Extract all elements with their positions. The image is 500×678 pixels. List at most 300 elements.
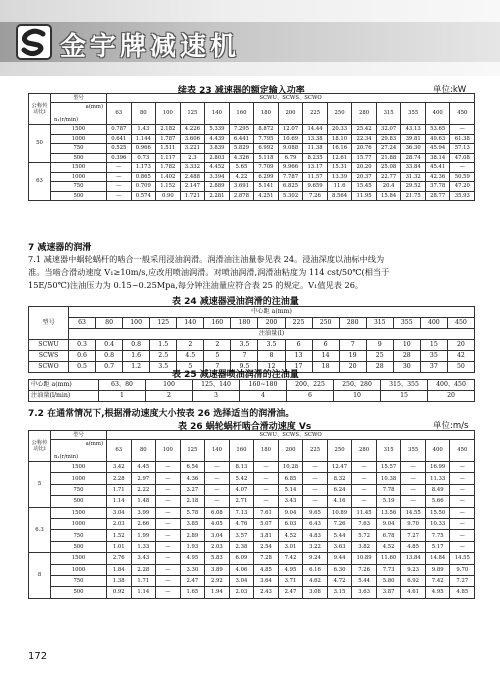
value-cell: 1.93: [180, 541, 205, 552]
diagonal-header: [51, 103, 107, 125]
value-cell: 0.865: [131, 172, 156, 182]
center-distance-header: 140: [205, 440, 230, 462]
value-cell: 47.20: [450, 182, 475, 192]
value-cell: 3.04: [107, 507, 132, 518]
value-cell: 2.03: [205, 541, 230, 552]
value-cell: 2.71: [229, 496, 254, 507]
value-cell: —: [156, 496, 181, 507]
value-cell: 4.226: [180, 125, 205, 135]
value-cell: 19: [339, 351, 366, 362]
value-cell: 12.47: [327, 462, 352, 473]
value-cell: —: [107, 182, 132, 192]
table-row: [29, 553, 475, 564]
value-cell: 3.27: [180, 484, 205, 495]
value-cell: —: [401, 484, 426, 495]
value-cell: 14.55: [401, 507, 426, 518]
speed-cell: 1000: [51, 134, 107, 144]
header-row: [29, 307, 475, 318]
value-cell: 3.5: [150, 362, 177, 373]
value-cell: 6.43: [303, 518, 328, 529]
value-cell: 42.36: [425, 172, 450, 182]
value-cell: 8.564: [327, 191, 352, 201]
value-cell: 0.525: [107, 144, 132, 154]
value-cell: 4.5: [177, 351, 204, 362]
value-cell: 0.8: [96, 351, 123, 362]
value-cell: 13.17: [303, 163, 328, 173]
value-cell: 4.95: [180, 553, 205, 564]
value-cell: 4.62: [303, 575, 328, 586]
center-distance-header: 100: [156, 103, 181, 125]
value-cell: 7.26: [303, 191, 328, 201]
value-cell: 1.43: [131, 125, 156, 135]
table-row: [29, 182, 475, 192]
value-cell: 9.04: [278, 507, 303, 518]
value-cell: 5: [177, 362, 204, 373]
value-cell: 7.73: [376, 564, 401, 575]
value-cell: 7.63: [352, 518, 377, 529]
value-cell: 0.396: [107, 153, 132, 163]
value-cell: —: [156, 518, 181, 529]
value-cell: 11.33: [425, 473, 450, 484]
center-distance-value: 225: [285, 318, 312, 329]
value-cell: —: [450, 496, 475, 507]
range-cell: 160~180: [240, 380, 287, 391]
range-cell: 200、225: [287, 380, 334, 391]
value-cell: 39.81: [401, 134, 426, 144]
brand-logo-icon: [16, 24, 52, 60]
value-cell: 1.38: [107, 575, 132, 586]
value-cell: 22.34: [352, 134, 377, 144]
value-cell: 9.65: [303, 507, 328, 518]
table26: [28, 430, 475, 599]
value-cell: 53.65: [425, 125, 450, 135]
value-cell: —: [254, 496, 279, 507]
center-distance-value: 100: [123, 318, 150, 329]
section7-paragraph: [28, 253, 478, 292]
value-cell: 17: [285, 362, 312, 373]
value-cell: 11.95: [352, 191, 377, 201]
table26-caption: 表 26 蜗轮蜗杆啮合滑动速度 Vs: [178, 422, 312, 432]
value-cell: 5.66: [425, 496, 450, 507]
center-distance-header: 180: [254, 103, 279, 125]
quantity-header: 注油量(l): [69, 329, 475, 340]
value-cell: —: [107, 172, 132, 182]
model-header: 型号: [51, 431, 107, 440]
model-header: 型号: [51, 94, 107, 103]
value-cell: —: [156, 575, 181, 586]
table-row: [29, 191, 475, 201]
center-distance-header: 中心距 a(mm): [29, 380, 99, 391]
value-cell: 6.16: [303, 564, 328, 575]
value-cell: 6.992: [254, 144, 279, 154]
value-cell: 38.14: [425, 153, 450, 163]
value-cell: 4.07: [229, 484, 254, 495]
value-cell: 13: [285, 351, 312, 362]
value-cell: 4.45: [131, 462, 156, 473]
center-distance-value: 125: [150, 318, 177, 329]
value-cell: —: [450, 473, 475, 484]
value-cell: 16.16: [327, 144, 352, 154]
value-cell: 6.03: [278, 518, 303, 529]
center-distance-header: 125: [180, 440, 205, 462]
value-cell: 4.85: [254, 564, 279, 575]
center-distance-header: 63: [107, 103, 132, 125]
ratio-cell: 6.3: [29, 507, 51, 553]
value-cell: 2.878: [229, 191, 254, 201]
table-row: [29, 507, 475, 518]
value-cell: 0.574: [131, 191, 156, 201]
value-cell: 20: [339, 362, 366, 373]
value-cell: 2.66: [131, 518, 156, 529]
value-cell: 10: [393, 340, 420, 351]
value-cell: 7.61: [254, 507, 279, 518]
table-row: [29, 473, 475, 484]
table-row: [29, 587, 475, 598]
value-cell: 4.85: [450, 587, 475, 598]
value-cell: 43.13: [401, 125, 426, 135]
ratio-header: 公称传动比i: [29, 94, 51, 125]
value-cell: 6.24: [327, 484, 352, 495]
diagonal-header: [51, 440, 107, 462]
value-cell: 6.30: [327, 564, 352, 575]
value-cell: 11.57: [303, 172, 328, 182]
value-cell: 1: [99, 391, 146, 402]
value-cell: 5.80: [376, 575, 401, 586]
value-cell: —: [450, 507, 475, 518]
value-cell: 8.32: [327, 473, 352, 484]
value-cell: 4.85: [401, 541, 426, 552]
value-cell: 2.43: [254, 587, 279, 598]
center-distance-header: 80: [131, 103, 156, 125]
value-cell: —: [401, 462, 426, 473]
value-cell: 11.38: [303, 144, 328, 154]
value-cell: 9.70: [450, 564, 475, 575]
value-cell: 6: [285, 340, 312, 351]
value-cell: 3.85: [180, 518, 205, 529]
value-cell: 1.173: [131, 163, 156, 173]
value-cell: 2.47: [278, 587, 303, 598]
value-cell: 1.2: [123, 362, 150, 373]
value-cell: 0.6: [69, 351, 96, 362]
value-cell: —: [401, 473, 426, 484]
value-cell: 20: [447, 340, 474, 351]
value-cell: 2.38: [229, 541, 254, 552]
value-cell: —: [450, 125, 475, 135]
value-cell: 27.24: [376, 144, 401, 154]
value-cell: 3.04: [205, 530, 230, 541]
value-cell: 10.33: [425, 518, 450, 529]
center-distance-value: 315: [366, 318, 393, 329]
value-cell: 0.709: [131, 182, 156, 192]
value-cell: 3.64: [254, 575, 279, 586]
value-cell: 4.06: [229, 564, 254, 575]
value-cell: 4.95: [278, 564, 303, 575]
value-cell: 1.01: [107, 541, 132, 552]
model-header: 型号: [29, 307, 69, 340]
value-cell: 2.28: [131, 564, 156, 575]
value-cell: 49.63: [425, 134, 450, 144]
value-cell: 2.488: [180, 172, 205, 182]
header-row: [29, 94, 475, 103]
value-cell: 1.5: [150, 340, 177, 351]
value-cell: 15.50: [425, 507, 450, 518]
value-cell: 6.54: [180, 462, 205, 473]
center-distance-header: 200: [278, 103, 303, 125]
page-header: [0, 0, 500, 80]
value-cell: 4: [240, 391, 287, 402]
n-label: n₁(r/min): [54, 453, 79, 460]
value-cell: —: [450, 484, 475, 495]
speed-cell: 1500: [51, 125, 107, 135]
value-cell: —: [303, 496, 328, 507]
ratio-header: 公称传动比i: [29, 431, 51, 462]
value-cell: 4.439: [205, 134, 230, 144]
value-cell: —: [303, 473, 328, 484]
value-cell: 3.43: [278, 496, 303, 507]
value-cell: 22.77: [376, 172, 401, 182]
model-cell: SCWS: [29, 351, 69, 362]
value-cell: 6.441: [229, 134, 254, 144]
value-cell: —: [156, 553, 181, 564]
value-cell: —: [401, 496, 426, 507]
value-cell: —: [156, 564, 181, 575]
range-cell: 250、280: [334, 380, 381, 391]
value-cell: 5.141: [254, 182, 279, 192]
value-cell: 25.42: [352, 125, 377, 135]
value-cell: —: [450, 518, 475, 529]
section72-text: 7.2 在通常情况下,根据滑动速度大小按表 26 选择适当的润滑油。: [28, 409, 295, 419]
table23: [28, 93, 475, 201]
value-cell: 5: [204, 351, 231, 362]
value-cell: 35: [420, 351, 447, 362]
value-cell: 7: [339, 340, 366, 351]
value-cell: 9.23: [401, 564, 426, 575]
value-cell: 2: [177, 340, 204, 351]
value-cell: 18.10: [327, 134, 352, 144]
speed-cell: 1000: [51, 564, 107, 575]
value-cell: 9.088: [278, 144, 303, 154]
value-cell: 4.61: [401, 587, 426, 598]
center-distance-value: 250: [312, 318, 339, 329]
value-cell: —: [303, 484, 328, 495]
value-cell: 15.77: [352, 153, 377, 163]
value-cell: 3.89: [205, 564, 230, 575]
header-row: [29, 431, 475, 440]
value-cell: 4.05: [205, 518, 230, 529]
value-cell: 10: [334, 391, 381, 402]
value-cell: 7.42: [425, 575, 450, 586]
value-cell: 1.52: [107, 530, 132, 541]
value-cell: 5.118: [254, 153, 279, 163]
value-cell: 5.65: [229, 163, 254, 173]
value-cell: 37: [420, 362, 447, 373]
value-cell: 0.92: [107, 587, 132, 598]
table-row: [29, 391, 475, 402]
value-cell: 61.38: [450, 134, 475, 144]
center-distance-value: 355: [393, 318, 420, 329]
value-cell: 15: [420, 340, 447, 351]
value-cell: 25: [366, 351, 393, 362]
value-cell: 4.16: [327, 496, 352, 507]
value-cell: 7.13: [229, 507, 254, 518]
value-cell: 9.659: [303, 182, 328, 192]
value-cell: —: [156, 462, 181, 473]
speed-cell: 1000: [51, 473, 107, 484]
table24: [28, 306, 475, 373]
value-cell: —: [205, 462, 230, 473]
value-cell: 9.966: [278, 163, 303, 173]
header-row: [29, 380, 475, 391]
value-cell: 7.27: [450, 575, 475, 586]
speed-cell: 750: [51, 144, 107, 154]
value-cell: 5.44: [327, 530, 352, 541]
center-distance-header: 400: [425, 103, 450, 125]
range-cell: 63、80: [99, 380, 146, 391]
table25-caption: 表 25 减速器喷油润滑的注油量: [172, 370, 299, 380]
value-cell: 2.03: [229, 587, 254, 598]
center-distance-header: 225: [303, 103, 328, 125]
value-cell: 10.89: [327, 507, 352, 518]
center-distance-header: 315: [376, 103, 401, 125]
value-cell: 2.889: [205, 182, 230, 192]
section7-line-2: 准。当啮合滑动速度 V₁≥10m/s,应改用喷油润滑。对喷油润滑,润滑油粘度为 114 cst/50℃(相当于: [28, 267, 390, 277]
value-cell: 2.18: [180, 496, 205, 507]
table-row: [29, 575, 475, 586]
value-cell: 1.65: [180, 587, 205, 598]
table23-unit: 单位:kW: [433, 85, 467, 95]
value-cell: 4.52: [278, 530, 303, 541]
value-cell: —: [205, 484, 230, 495]
value-cell: 2.03: [107, 518, 132, 529]
value-cell: 3.01: [278, 541, 303, 552]
value-cell: —: [156, 473, 181, 484]
ratio-cell: 63: [29, 163, 51, 201]
value-cell: 1.787: [156, 134, 181, 144]
value-cell: 1.94: [205, 587, 230, 598]
value-cell: 1.71: [131, 575, 156, 586]
value-cell: 5.302: [278, 191, 303, 201]
center-distance-value: 63: [69, 318, 96, 329]
value-cell: 3.63: [327, 541, 352, 552]
section7-line-1: 7.1 减速器中蜗轮蜗杆的啮合一般采用浸油润滑。润滑油注油量参见表 24。浸油深度以油标中线为: [28, 254, 385, 264]
value-cell: 21.75: [401, 191, 426, 201]
value-cell: 11.6: [327, 182, 352, 192]
value-cell: 10.89: [352, 553, 377, 564]
value-cell: 0.787: [107, 125, 132, 135]
value-cell: 3.87: [376, 587, 401, 598]
value-cell: 3.43: [131, 553, 156, 564]
value-cell: 2.76: [107, 553, 132, 564]
value-cell: —: [156, 541, 181, 552]
value-cell: 5.829: [229, 144, 254, 154]
value-cell: 1.71: [107, 484, 132, 495]
value-cell: —: [450, 530, 475, 541]
value-cell: 5.14: [278, 484, 303, 495]
value-cell: 9.70: [401, 518, 426, 529]
center-distance-header: 140: [205, 103, 230, 125]
speed-cell: 750: [51, 530, 107, 541]
value-cell: 18: [312, 362, 339, 373]
value-cell: 3.63: [352, 587, 377, 598]
value-cell: 3.221: [180, 144, 205, 154]
value-cell: 14: [312, 351, 339, 362]
value-cell: 10.28: [278, 462, 303, 473]
value-cell: 2.281: [205, 191, 230, 201]
table25: [28, 379, 475, 402]
value-cell: 1.14: [131, 587, 156, 598]
table-row: [29, 564, 475, 575]
value-cell: 2.22: [131, 484, 156, 495]
value-cell: 15.57: [376, 462, 401, 473]
value-cell: 2: [204, 340, 231, 351]
value-cell: 4.76: [229, 518, 254, 529]
value-cell: 5.17: [425, 541, 450, 552]
center-distance-header: 400: [425, 440, 450, 462]
value-cell: —: [450, 541, 475, 552]
range-cell: 400、450: [428, 380, 475, 391]
value-cell: 1.117: [156, 153, 181, 163]
value-cell: —: [352, 473, 377, 484]
speed-cell: 1000: [51, 518, 107, 529]
speed-cell: 1500: [51, 507, 107, 518]
value-cell: 9.89: [425, 564, 450, 575]
value-cell: 3.08: [303, 587, 328, 598]
value-cell: —: [156, 587, 181, 598]
value-cell: —: [303, 462, 328, 473]
value-cell: 4.22: [229, 172, 254, 182]
table24-caption: 表 24 减速器浸油润滑的注油量: [172, 297, 299, 307]
value-cell: 7: [231, 351, 258, 362]
center-distance-header: 450: [450, 440, 475, 462]
value-cell: 1.33: [131, 541, 156, 552]
value-cell: 25.08: [376, 163, 401, 173]
value-cell: 2.47: [180, 575, 205, 586]
a-label: a(mm): [85, 441, 104, 447]
value-cell: 3.71: [278, 575, 303, 586]
value-cell: 7.709: [254, 163, 279, 173]
value-cell: 6.299: [254, 172, 279, 182]
value-cell: 7.26: [327, 518, 352, 529]
center-distance-header: 280: [352, 103, 377, 125]
value-cell: —: [254, 462, 279, 473]
value-cell: 1.48: [131, 496, 156, 507]
value-cell: 1.782: [156, 163, 181, 173]
ratio-cell: 50: [29, 125, 51, 163]
value-cell: 14.44: [303, 125, 328, 135]
value-cell: 7.75: [425, 530, 450, 541]
value-cell: 5.19: [376, 496, 401, 507]
value-cell: 28: [393, 351, 420, 362]
table-row: [29, 153, 475, 163]
value-cell: —: [205, 496, 230, 507]
value-cell: 29.52: [401, 182, 426, 192]
center-distance-value: 450: [447, 318, 474, 329]
value-cell: 6.08: [205, 507, 230, 518]
value-cell: 12.07: [278, 125, 303, 135]
center-distance-header: 160: [229, 103, 254, 125]
value-cell: 3.606: [180, 134, 205, 144]
ratio-cell: 5: [29, 462, 51, 508]
value-cell: 5.44: [352, 575, 377, 586]
value-cell: 1.511: [156, 144, 181, 154]
value-cell: 4.36: [180, 473, 205, 484]
value-cell: 4.452: [205, 163, 230, 173]
value-cell: 13.38: [303, 134, 328, 144]
value-cell: 11.60: [376, 553, 401, 564]
center-distance-header: 63: [107, 440, 132, 462]
speed-cell: 500: [51, 541, 107, 552]
value-cell: 6: [287, 391, 334, 402]
